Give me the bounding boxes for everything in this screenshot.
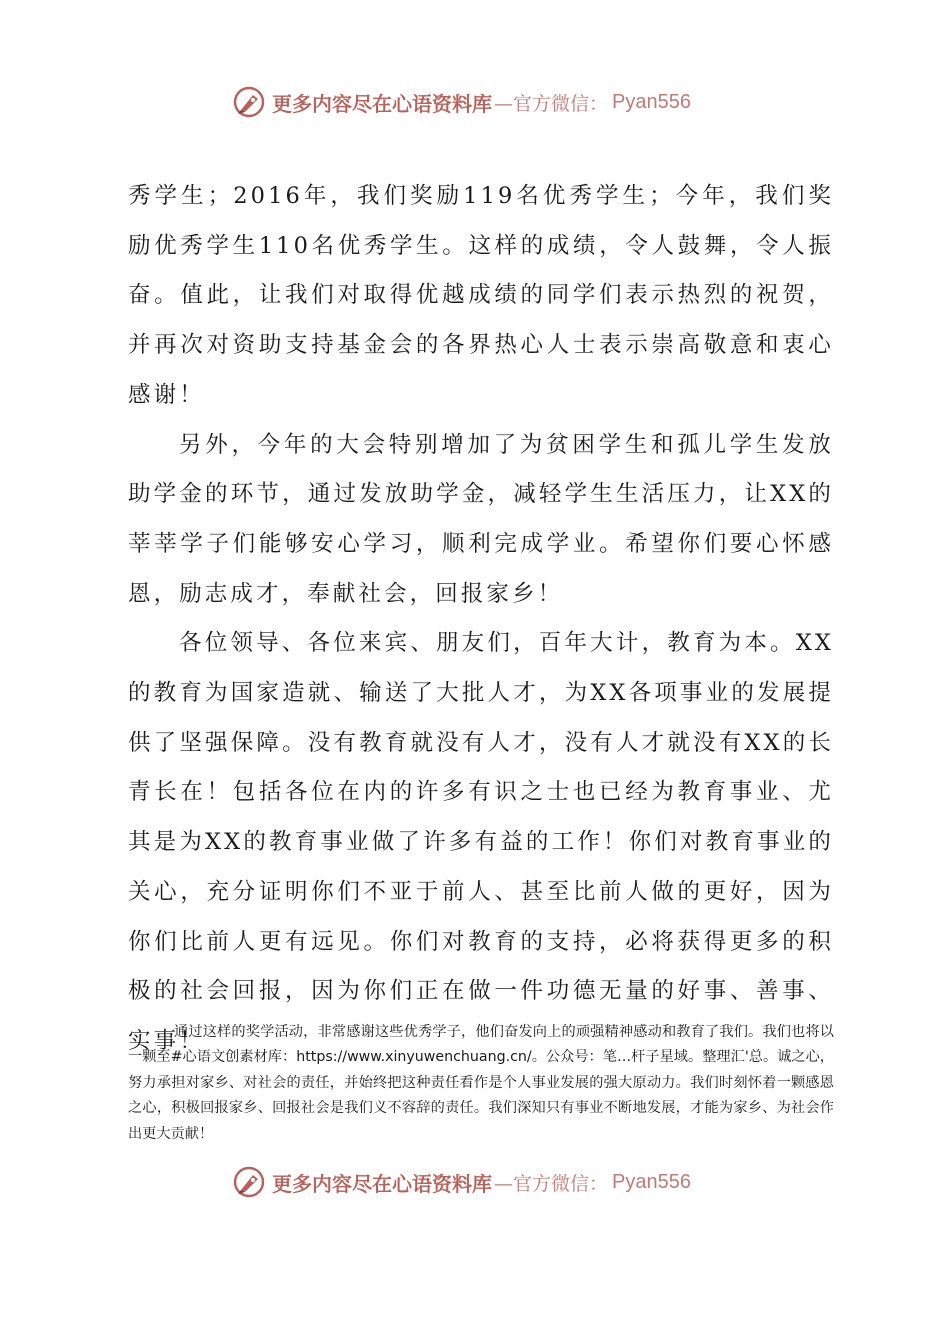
footer-banner[interactable] <box>232 1164 722 1200</box>
note-text: 通过这样的奖学活动，非常感谢这些优秀学子，他们奋发向上的顽强精神感动和教育了我们。我们也将以一颗至#心语文创素材库：https://www.xinyuwenchuang.cn/。公众号：笔…杆子星域。整理汇'总。诚之心，努力承担对家乡、对社会的责任，并始终把这种责任看作是个人事业发展的强大原动力。我们时刻怀着一颗感恩之心，积极回报家乡、回报社会是我们义不容辞的责任。我们深知只有事业不断地发展，才能为家乡、为社会作出更大贡献！ <box>128 1024 834 1142</box>
banner-title: 更多内容尽在心语资料库 <box>272 1171 492 1196</box>
banner-wechat-id: Pyan556 <box>612 1170 691 1193</box>
paragraph: 另外，今年的大会特别增加了为贫困学生和孤儿学生发放助学金的环节，通过发放助学金，减轻学生生活压力，让XX的莘莘学子们能够安心学习，顺利完成学业。希望你们要心怀感恩，励志成才，奉献社会，回报家乡！ <box>128 431 834 607</box>
header-banner[interactable] <box>232 84 722 120</box>
banner-wechat-id: Pyan556 <box>612 90 691 113</box>
banner-title: 更多内容尽在心语资料库 <box>272 91 492 116</box>
paragraph: 各位领导、各位来宾、朋友们，百年大计，教育为本。XX的教育为国家造就、输送了大批人才，为XX各项事业的发展提供了坚强保障。没有教育就没有人才，没有人才就没有XX的长青长在！包括各位在内的许多有识之士也已经为教育事业、尤其是为XX的教育事业做了许多有益的工作！你们对教育事业的关心，充分证明你们不亚于前人、甚至比前人做的更好，因为你们比前人更有远见。你们对教育的支持，必将获得更多的积极的社会回报，因为你们正在做一件功德无量的好事、善事、实事！ <box>128 630 834 1054</box>
banner-subtitle: —官方微信： <box>494 92 609 115</box>
body-text <box>128 172 834 1067</box>
banner-subtitle: —官方微信： <box>494 1172 609 1195</box>
pen-nib-logo-icon <box>232 1165 266 1199</box>
note-paragraph <box>128 1020 834 1147</box>
pen-nib-logo-icon <box>232 85 266 119</box>
paragraph: 秀学生；2016年，我们奖励119名优秀学生；今年，我们奖励优秀学生110名优秀学生。这样的成绩，令人鼓舞，令人振奋。值此，让我们对取得优越成绩的同学们表示热烈的祝贺，并再次对资助支持基金会的各界热心人士表示崇高敬意和衷心感谢！ <box>128 183 834 408</box>
